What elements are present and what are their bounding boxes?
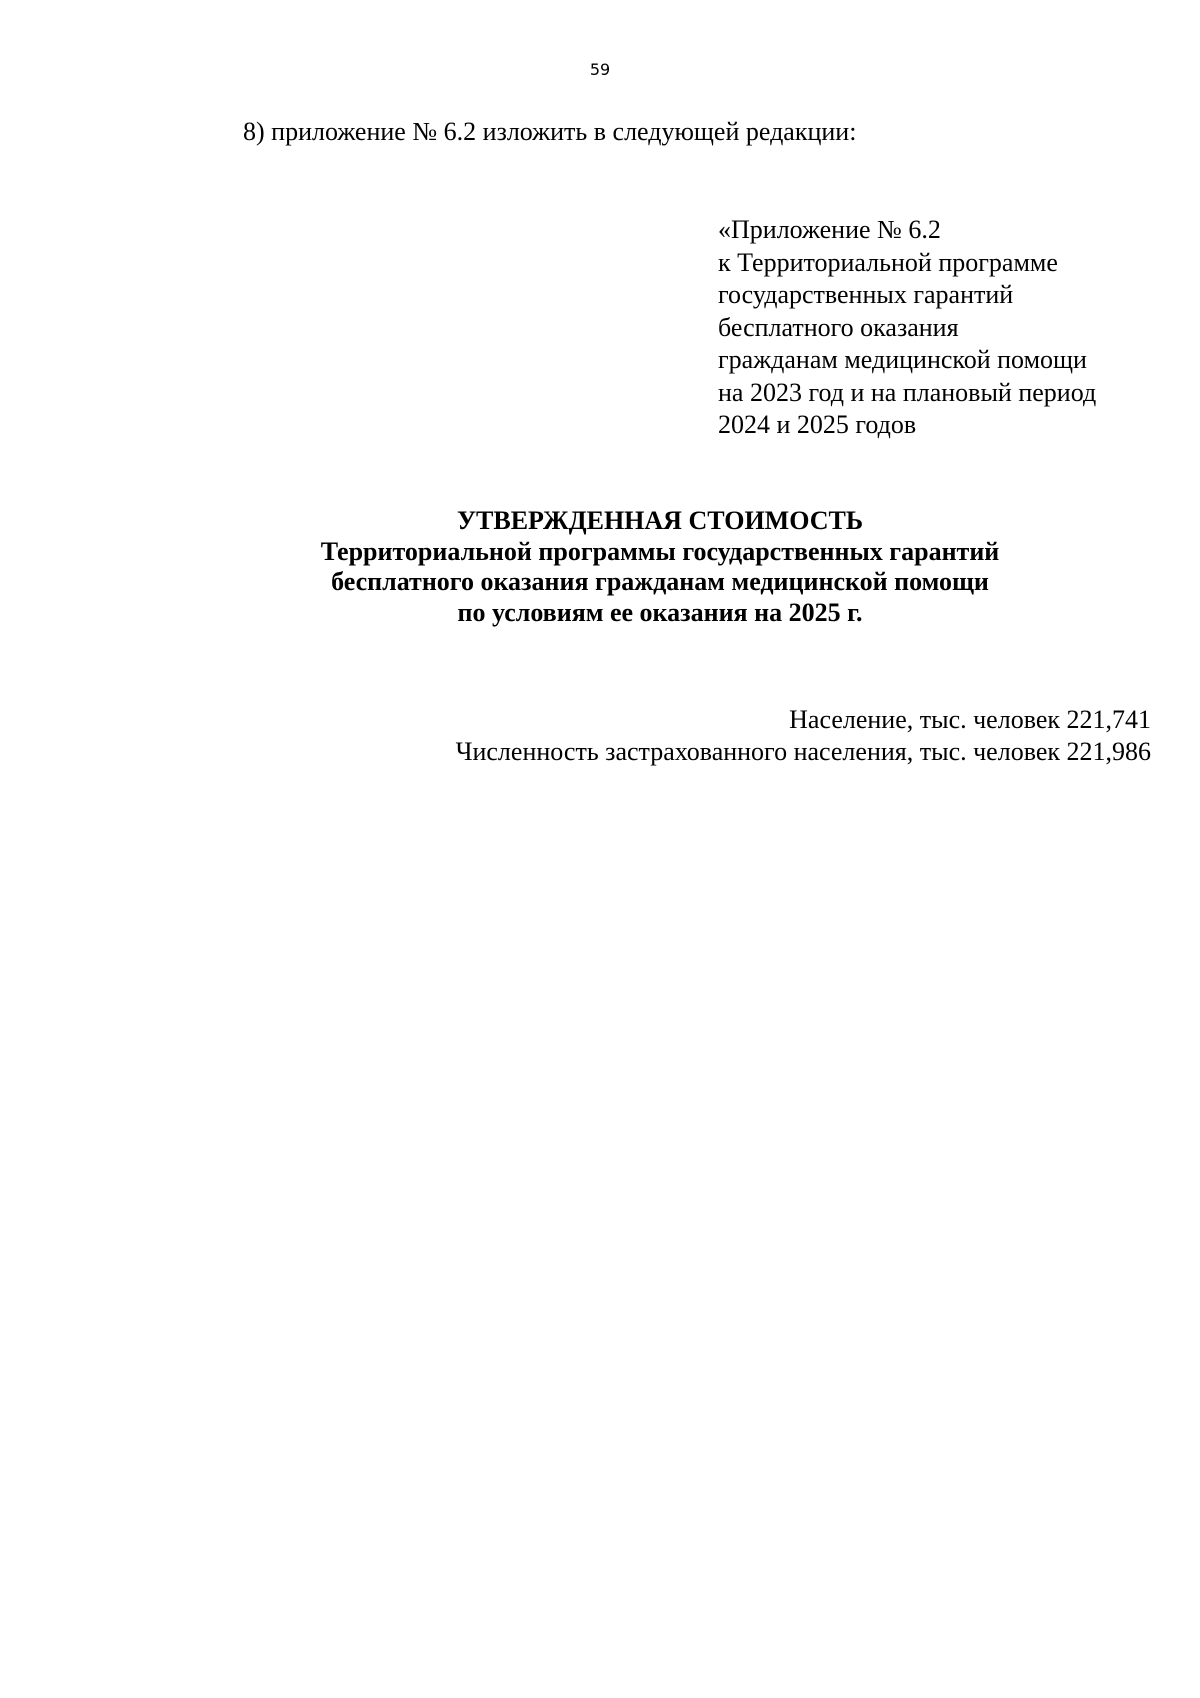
appendix-header xyxy=(718,214,1096,442)
document-title xyxy=(0,506,1200,628)
appendix-header-line: гражданам медицинской помощи xyxy=(718,345,1087,374)
population-stats xyxy=(456,704,1151,768)
title-line: бесплатного оказания гражданам медицинской помощи xyxy=(331,567,989,596)
page-number: 59 xyxy=(589,60,611,79)
population-line: Население, тыс. человек 221,741 xyxy=(789,705,1151,734)
title-line: УТВЕРЖДЕННАЯ СТОИМОСТЬ xyxy=(456,506,864,535)
appendix-header-line: к Территориальной программе xyxy=(718,247,1058,277)
title-line: Территориальной программы государственных гарантий xyxy=(320,536,1000,566)
amendment-intro: 8) приложение № 6.2 изложить в следующей редакции: xyxy=(243,117,857,146)
appendix-header-line: 2024 и 2025 годов xyxy=(718,410,917,439)
insured-population-line: Численность застрахованного населения, тыс. человек 221,986 xyxy=(455,737,1151,766)
title-line: по условиям ее оказания на 2025 г. xyxy=(457,597,863,627)
appendix-header-line: на 2023 год и на плановый период xyxy=(718,377,1097,407)
appendix-header-line: «Приложение № 6.2 xyxy=(718,215,941,244)
appendix-header-line: бесплатного оказания xyxy=(718,312,959,342)
appendix-header-line: государственных гарантий xyxy=(718,280,1014,309)
